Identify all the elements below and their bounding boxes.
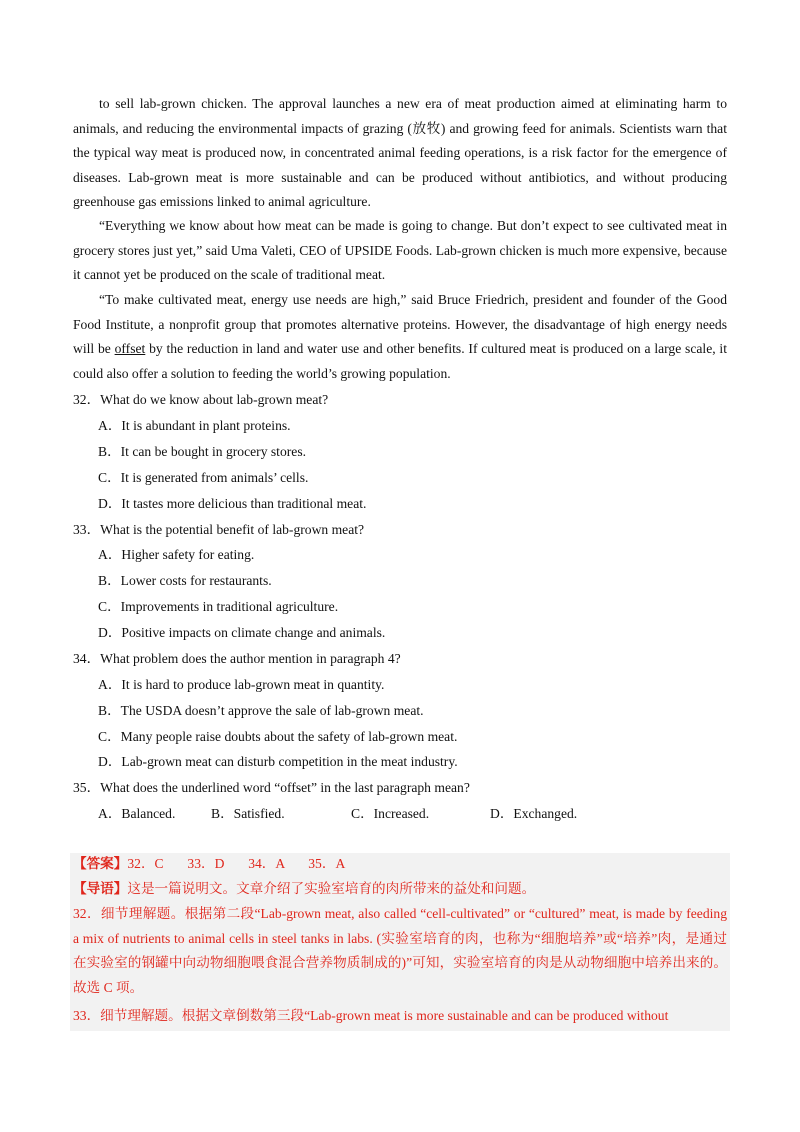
question-33-option-a: A．Higher safety for eating. <box>98 547 255 562</box>
question-35-option-c: C．Increased. <box>351 806 430 821</box>
question-32-option-a: A．It is abundant in plant proteins. <box>98 418 291 433</box>
question-34-option-d: D．Lab-grown meat can disturb competition in the meat industry. <box>98 754 458 769</box>
question-34-option-a: A．It is hard to produce lab-grown meat in quantity. <box>98 677 385 692</box>
explanation-33: 33．细节理解题。根据文章倒数第三段“Lab-grown meat is more sustainable and can be produced without <box>73 1008 669 1023</box>
question-32-option-b: B．It can be bought in grocery stores. <box>98 444 307 459</box>
question-35-option-b: B．Satisfied. <box>211 806 285 821</box>
question-33-option-c: C．Improvements in traditional agriculture. <box>98 599 339 614</box>
paragraph-text: “To make cultivated meat, energy use needs are high,” said Bruce Friedrich, president and founder of the Good Food Institute, a nonprofit group that promotes alternative proteins. However, the disadvantage of high energy needs will be <box>73 292 727 356</box>
question-35-option-d: D．Exchanged. <box>490 806 578 821</box>
passage-paragraph <box>73 288 727 386</box>
answer-key <box>73 852 727 877</box>
underlined-word: offset <box>114 341 146 356</box>
question-32-option-d: D．It tastes more delicious than traditional meat. <box>98 496 367 511</box>
question-35-option-a: A．Balanced. <box>98 806 176 821</box>
guide-label: 【导语】 <box>73 881 128 896</box>
guide-text: 这是一篇说明文。文章介绍了实验室培育的肉所带来的益处和问题。 <box>127 881 536 896</box>
passage-paragraph: to sell lab-grown chicken. The approval launches a new era of meat production aimed at eliminating harm to animals, and reducing the environmental impacts of grazing (放牧) and growing feed for animals. Scientists warn that the typical way meat is produced now, in concentrated animal feeding operations, is a risk factor for the emergence of diseases. Lab-grown meat is more sustainable and can be produced without antibiotics, and without producing greenhouse gas emissions linked to animal agriculture. <box>73 96 727 209</box>
question-33-option-b: B．Lower costs for restaurants. <box>98 573 272 588</box>
paragraph-text: by the reduction in land and water use and other benefits. If cultured meat is produced on a large scale, it could also offer a solution to feeding the world’s growing population. <box>73 341 727 381</box>
question-34-stem: 34．What problem does the author mention in paragraph 4? <box>73 651 401 666</box>
guide-line <box>73 877 727 902</box>
question-34-option-b: B．The USDA doesn’t approve the sale of lab-grown meat. <box>98 703 424 718</box>
question-33-option-d: D．Positive impacts on climate change and animals. <box>98 625 386 640</box>
question-35-stem: 35．What does the underlined word “offset” in the last paragraph mean? <box>73 780 470 795</box>
passage-paragraph: “Everything we know about how meat can be made is going to change. But don’t expect to see cultivated meat in grocery stores just yet,” said Uma Valeti, CEO of UPSIDE Foods. Lab-grown chicken is much more expensive, because it cannot yet be produced on the scale of traditional meat. <box>73 218 727 282</box>
question-33-stem: 33．What is the potential benefit of lab-grown meat? <box>73 522 365 537</box>
answer-label: 【答案】 <box>73 856 128 871</box>
question-32-stem: 32．What do we know about lab-grown meat? <box>73 392 329 407</box>
answer-values: 32．C 33．D 34．A 35．A <box>127 856 346 871</box>
question-34-option-c: C．Many people raise doubts about the safety of lab-grown meat. <box>98 729 458 744</box>
question-32-option-c: C．It is generated from animals’ cells. <box>98 470 309 485</box>
explanation-32: 32．细节理解题。根据第二段“Lab-grown meat, also called “cell-cultivated” or “cultured” meat, is made by feeding a mix of nutrients to animal cells in steel tanks in labs. (实验室培育的肉，也称为“细胞培养”或“培养”肉，是通过在实验室的钢罐中向动物细胞喂食混合营养物质制成的)”可知，实验室培育的肉是从动物细胞中培养出来的。故选 C 项。 <box>73 906 727 995</box>
